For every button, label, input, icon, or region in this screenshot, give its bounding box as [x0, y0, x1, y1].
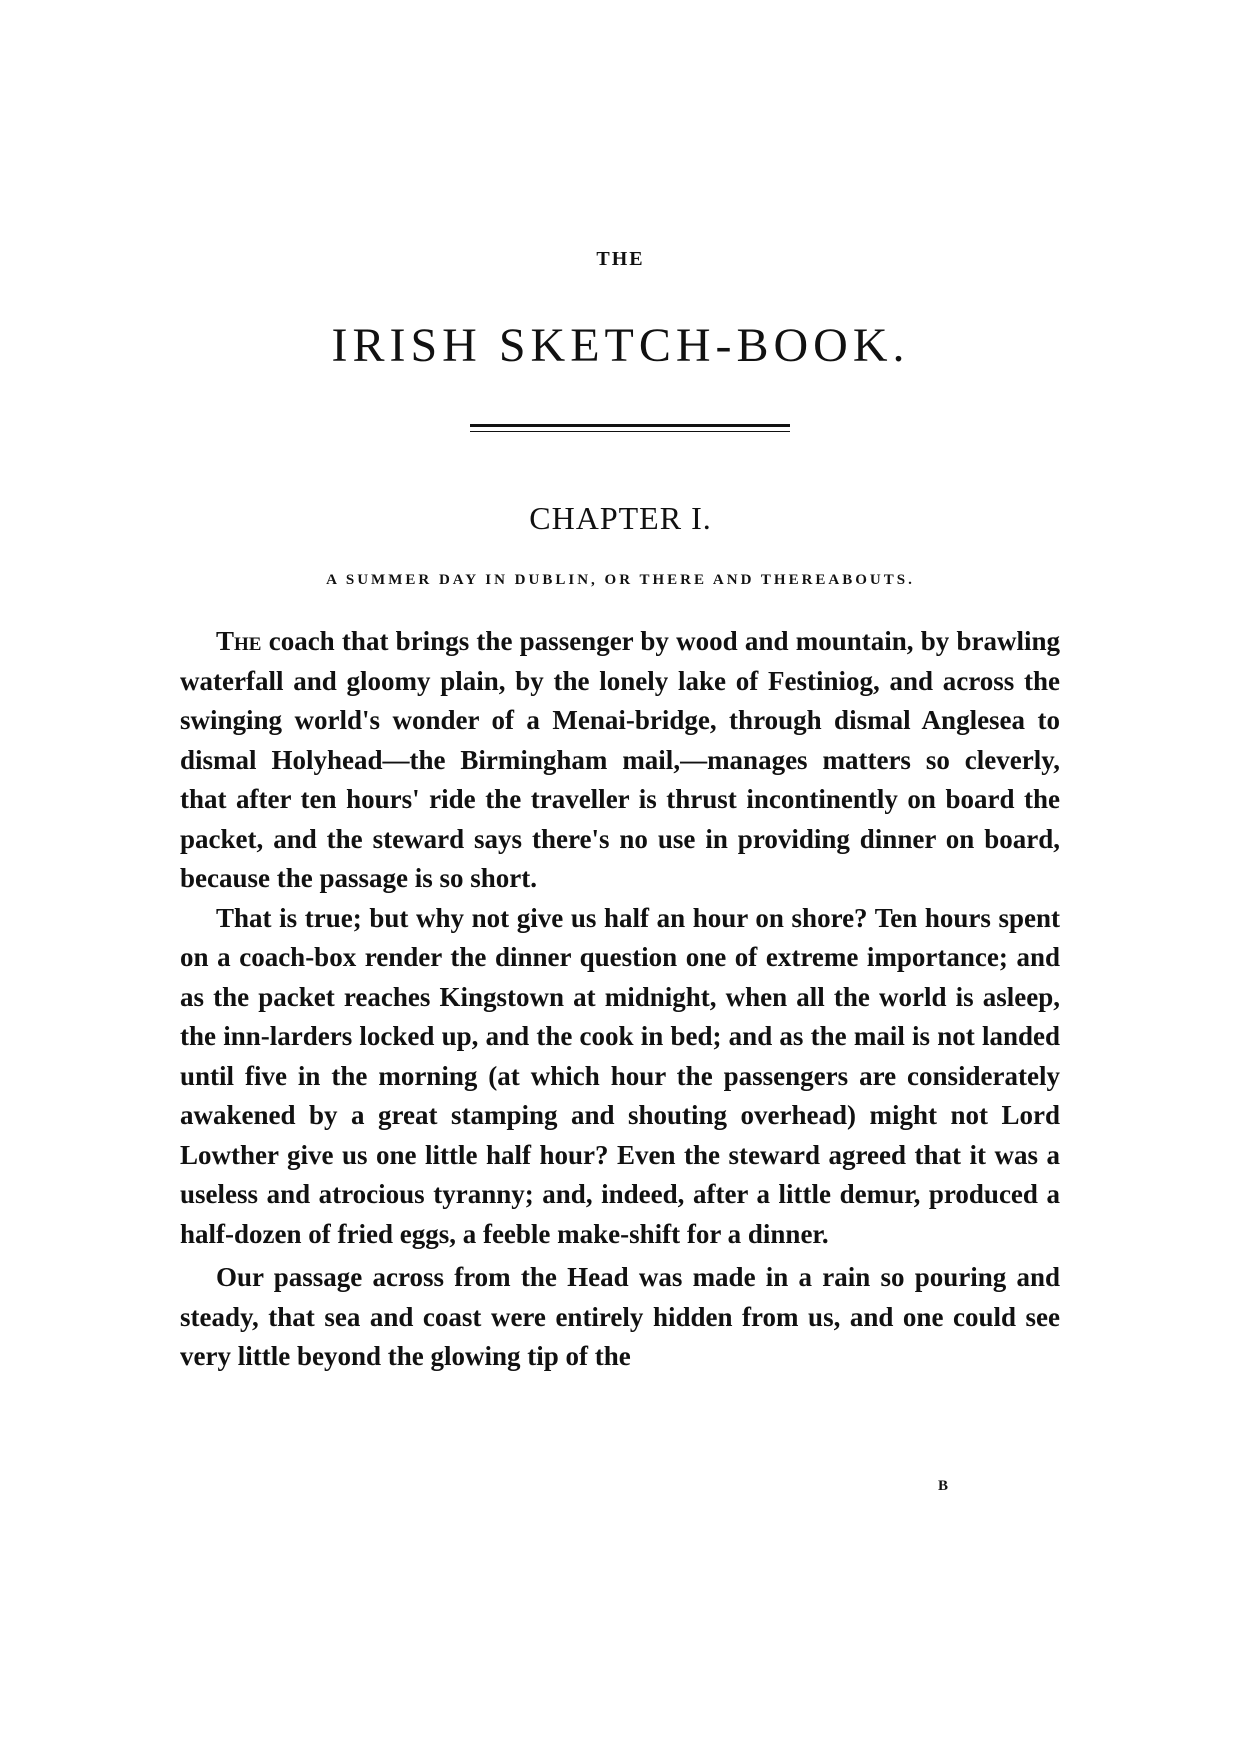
opening-word: The: [216, 626, 262, 656]
paragraph: [180, 899, 1060, 1255]
paragraph-text: coach that brings the passenger by wood and mountain, by brawling waterfall and gloomy plain, by the lonely lake of Festiniog, and across the swinging world's wonder of a Menai-bridge, through dismal Anglesea to dismal Holyhead—the Birmingham mail,—manages matters so cleverly, that after ten hours' ride the traveller is thrust incontinently on board the packet, and the steward says there's no use in providing dinner on board, because the passage is so short.: [180, 626, 1060, 893]
chapter-title: A SUMMER DAY IN DUBLIN, OR THERE AND THEREABOUTS.: [326, 572, 915, 588]
title-rule: [470, 424, 790, 434]
paragraph-text: That is true; but why not give us half an hour on shore? Ten hours spent on a coach-box render the dinner question one of extreme importance; and as the packet reaches Kingstown at midnight, when all the world is asleep, the inn-larders locked up, and the cook in bed; and as the mail is not landed until five in the morning (at which hour the passengers are considerately awakened by a great stamping and shouting overhead) might not Lord Lowther give us one little half hour? Even the steward agreed that it was a useless and atrocious tyranny; and, indeed, after a little demur, produced a half-dozen of fried eggs, a feeble make-shift for a dinner.: [180, 902, 1060, 1249]
body-text: [180, 622, 1060, 1377]
chapter-heading: CHAPTER I.: [529, 500, 712, 536]
title-rule-thick: [470, 424, 790, 427]
paragraph-text: Our passage across from the Head was made in a rain so pouring and steady, that sea and coast were entirely hidden from us, and one could see very little beyond the glowing tip of the: [180, 1262, 1060, 1371]
paragraph: [180, 1258, 1060, 1377]
signature-mark: B: [938, 1478, 949, 1494]
title-rule-thin: [470, 431, 790, 432]
paragraph: [180, 622, 1060, 899]
book-title: IRISH SKETCH-BOOK.: [331, 319, 910, 372]
title-prefix: THE: [596, 248, 645, 270]
